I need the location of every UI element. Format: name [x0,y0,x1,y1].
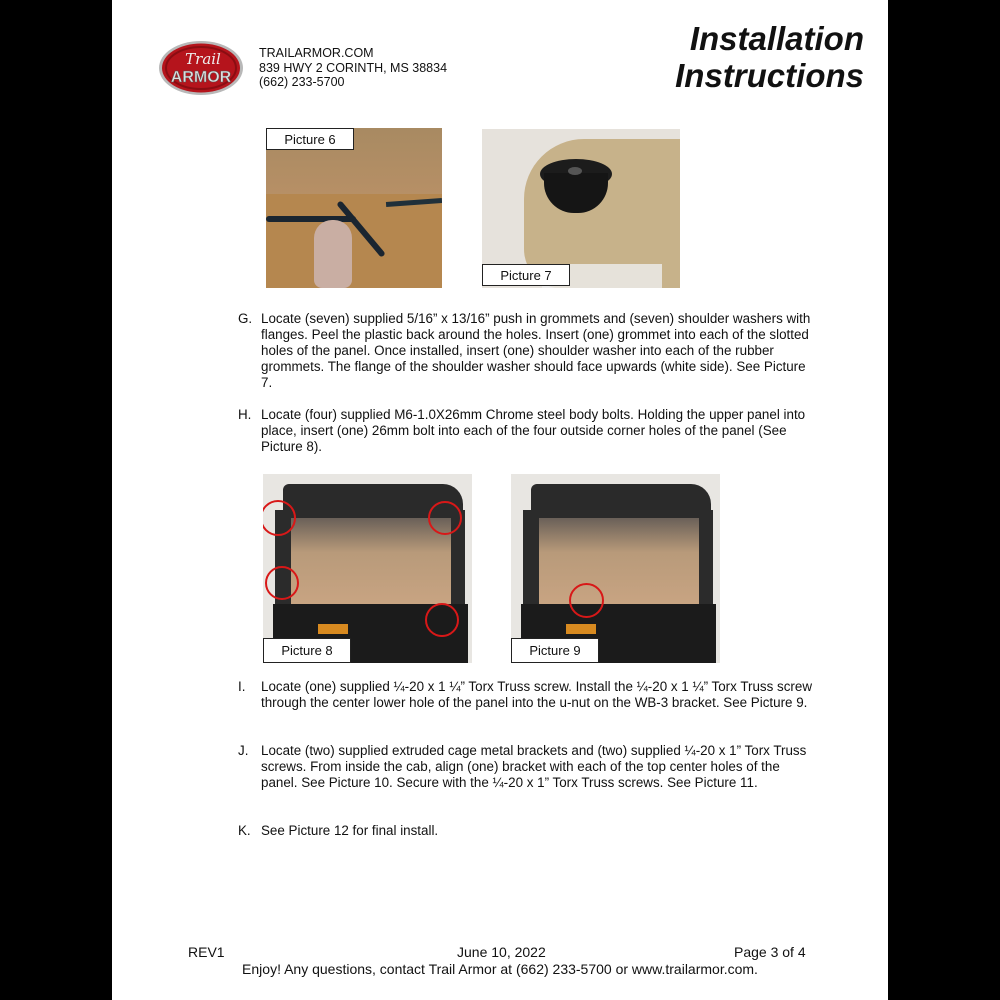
trail-armor-logo [158,40,244,96]
step-h: H. Locate (four) supplied M6-1.0X26mm Chrome steel body bolts. Holding the upper panel into place, insert (one) 26mm bolt into each of the four outside corner holes of the panel (See Picture 8). [238,407,806,454]
step-k: K. See Picture 12 for final install. [238,823,439,838]
footer-contact: Enjoy! Any questions, contact Trail Armor at (662) 233-5700 or www.trailarmor.com. [242,961,758,977]
footer-date: June 10, 2022 [457,944,546,960]
picture-6-photo [266,128,442,288]
step-i: I. Locate (one) supplied ¼-20 x 1 ¼” Torx Truss screw. Install the ¼-20 x 1 ¼” Torx Truss screw through the center lower hole of the panel into the u-nut on the WB-3 bracket. See Picture 9. [238,679,812,710]
website-text: TRAILARMOR.COM [259,46,374,60]
svg-text:ARMOR: ARMOR [170,69,232,86]
highlight-circle-bottom-right [425,603,459,637]
picture-6-caption: Picture 6 [266,128,354,150]
highlight-circle-mid-left [265,566,299,600]
address-text: 839 HWY 2 CORINTH, MS 38834 [259,60,448,75]
step-g: G. Locate (seven) supplied 5/16” x 13/16” push in grommets and (seven) shoulder washers with flanges. Peel the plastic back around the holes. Insert (one) grommet into each of the slotted holes of the panel. Once installed, insert (one) shoulder washer into each of the rubber grommets. The flange of the shoulder washer should face upwards (white side). See Picture 7. [238,311,811,390]
highlight-circle-center-lower [569,583,604,618]
page-title: Installation Instructions [675,20,864,94]
step-j: J. Locate (two) supplied extruded cage metal brackets and (two) supplied ¼-20 x 1” Torx Truss screws. From inside the cab, align (one) bracket with each of the top center holes of the panel. See Picture 10. Secure with the ¼-20 x 1” Torx Truss screws. See Picture 11. [238,743,807,790]
picture-8-caption: Picture 8 [263,638,351,663]
picture-8-photo [263,474,472,663]
company-address-block [259,46,447,90]
svg-text:Trail: Trail [185,50,221,68]
phone-text: (662) 233-5700 [259,75,345,89]
document-page [112,0,888,1000]
picture-9-photo [511,474,720,663]
picture-9-caption: Picture 9 [511,638,599,663]
picture-7-caption: Picture 7 [482,264,570,286]
footer-page-number: Page 3 of 4 [734,944,806,960]
highlight-circle-top-right [428,501,462,535]
footer-revision: REV1 [188,944,225,960]
picture-7-photo [482,129,680,288]
